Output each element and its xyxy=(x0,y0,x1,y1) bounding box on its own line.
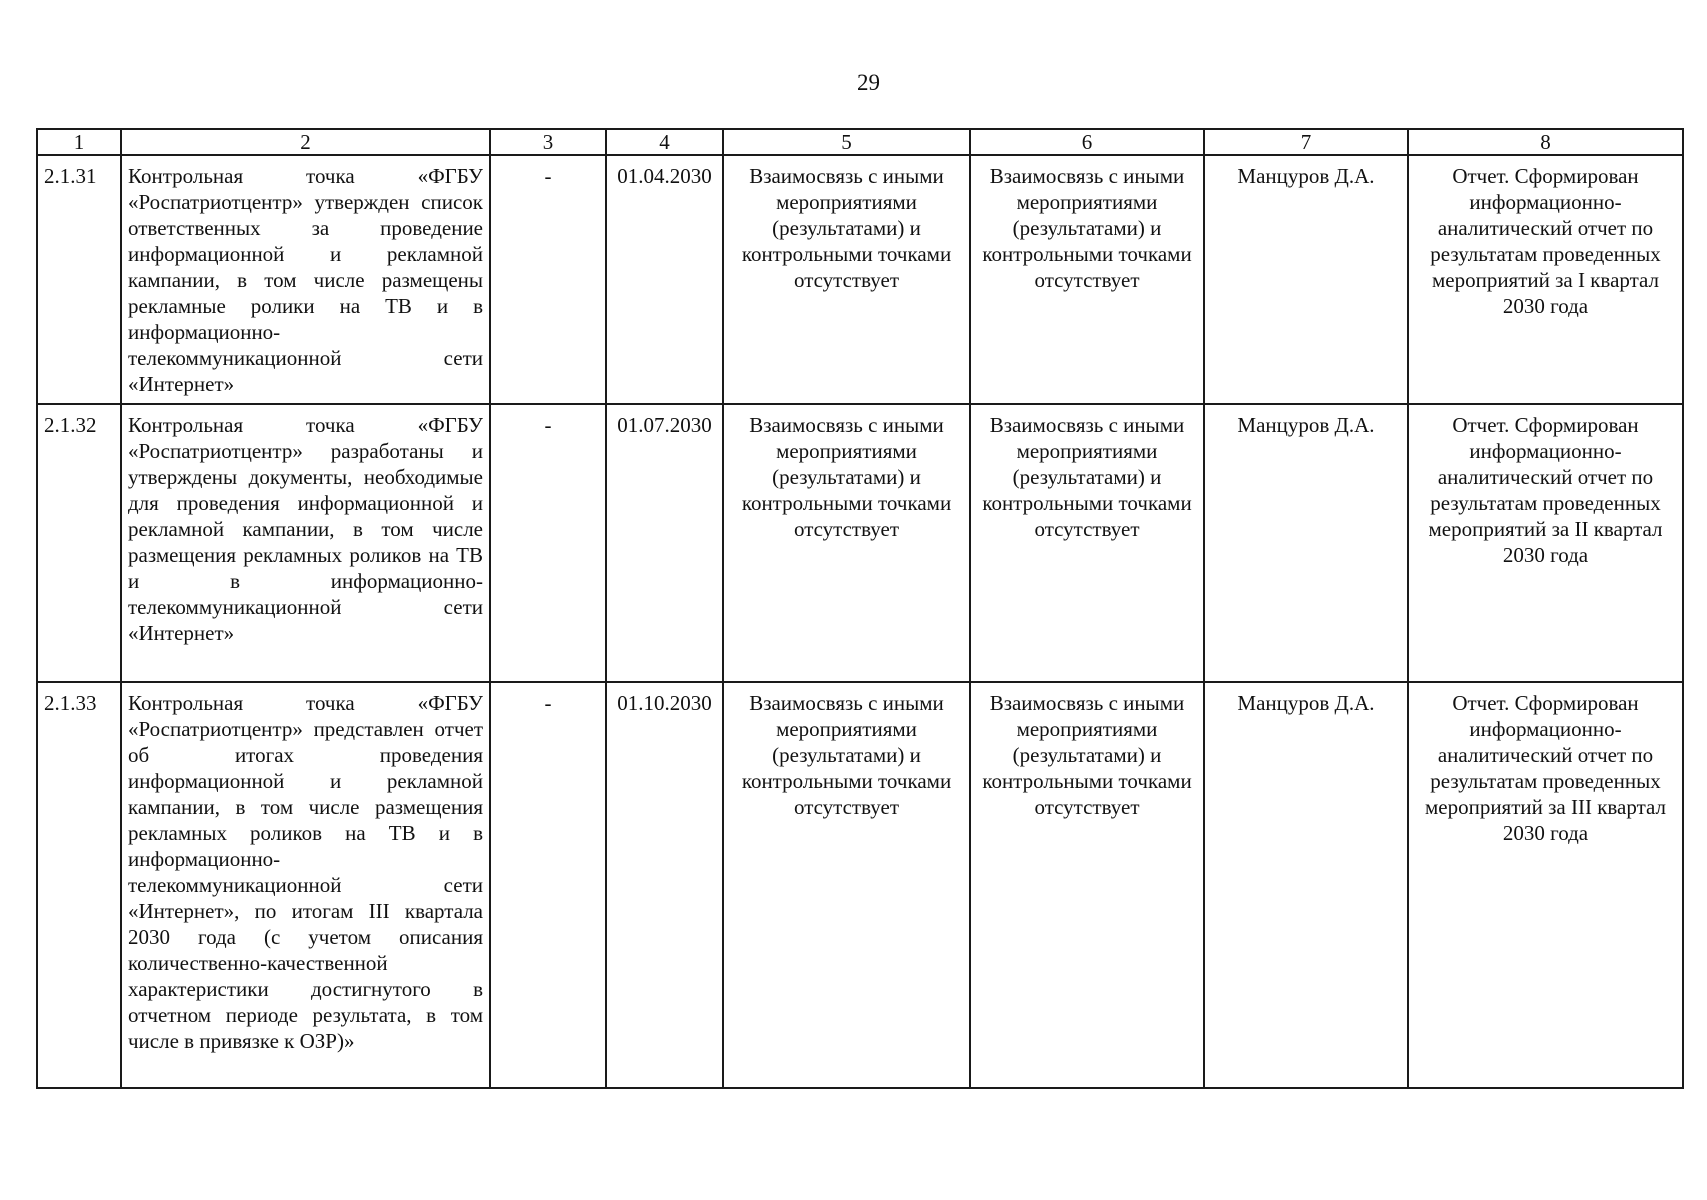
result-document: Отчет. Сформирован информационно-аналитический отчет по результатам проведенных мероприятий за I квартал 2030 года xyxy=(1408,155,1683,404)
responsible-person: Манцуров Д.А. xyxy=(1204,404,1408,682)
checkpoint-date: 01.10.2030 xyxy=(606,682,723,1088)
checkpoint-description: Контрольная точка «ФГБУ «Роспатриотцентр» представлен отчет об итогах проведения информационной и рекламной кампании, в том числе размещения рекламных роликов на ТВ и в информационно-телекоммуникационной сети «Интернет», по итогам III квартала 2030 года (с учетом описания количественно-качественной характеристики достигнутого в отчетном периоде результата, в том числе в привязке к ОЗР)» xyxy=(121,682,490,1088)
result-document: Отчет. Сформирован информационно-аналитический отчет по результатам проведенных мероприятий за III квартал 2030 года xyxy=(1408,682,1683,1088)
responsible-person: Манцуров Д.А. xyxy=(1204,682,1408,1088)
column-header: 8 xyxy=(1408,129,1683,155)
row-number: 2.1.32 xyxy=(37,404,121,682)
responsible-person: Манцуров Д.А. xyxy=(1204,155,1408,404)
column-header: 2 xyxy=(121,129,490,155)
row-number: 2.1.33 xyxy=(37,682,121,1088)
column-header: 7 xyxy=(1204,129,1408,155)
relation-checkpoints: Взаимосвязь с иными мероприятиями (результатами) и контрольными точками отсутствует xyxy=(970,682,1204,1088)
header-row xyxy=(37,129,1683,155)
checkpoint-description: Контрольная точка «ФГБУ «Роспатриотцентр» разработаны и утверждены документы, необходимые для проведения информационной и рекламной кампании, в том числе размещения рекламных роликов на ТВ и в информационно-телекоммуникационной сети «Интернет» xyxy=(121,404,490,682)
column-header: 4 xyxy=(606,129,723,155)
column-3-value: - xyxy=(490,155,606,404)
column-header: 6 xyxy=(970,129,1204,155)
column-3-value: - xyxy=(490,404,606,682)
row-number: 2.1.31 xyxy=(37,155,121,404)
relation-activities: Взаимосвязь с иными мероприятиями (результатами) и контрольными точками отсутствует xyxy=(723,155,970,404)
result-document: Отчет. Сформирован информационно-аналитический отчет по результатам проведенных мероприятий за II квартал 2030 года xyxy=(1408,404,1683,682)
table-row xyxy=(37,682,1683,1088)
relation-checkpoints: Взаимосвязь с иными мероприятиями (результатами) и контрольными точками отсутствует xyxy=(970,404,1204,682)
checkpoint-date: 01.04.2030 xyxy=(606,155,723,404)
checkpoint-date: 01.07.2030 xyxy=(606,404,723,682)
column-header: 5 xyxy=(723,129,970,155)
relation-activities: Взаимосвязь с иными мероприятиями (результатами) и контрольными точками отсутствует xyxy=(723,682,970,1088)
column-3-value: - xyxy=(490,682,606,1088)
table-row xyxy=(37,404,1683,682)
relation-checkpoints: Взаимосвязь с иными мероприятиями (результатами) и контрольными точками отсутствует xyxy=(970,155,1204,404)
table-row xyxy=(37,155,1683,404)
column-header: 1 xyxy=(37,129,121,155)
page-number: 29 xyxy=(857,70,880,95)
checkpoint-description: Контрольная точка «ФГБУ «Роспатриотцентр» утвержден список ответственных за проведение информационной и рекламной кампании, в том числе размещены рекламные ролики на ТВ и в информационно-телекоммуникационной сети «Интернет» xyxy=(121,155,490,404)
column-header: 3 xyxy=(490,129,606,155)
checkpoint-table xyxy=(36,128,1684,1089)
relation-activities: Взаимосвязь с иными мероприятиями (результатами) и контрольными точками отсутствует xyxy=(723,404,970,682)
